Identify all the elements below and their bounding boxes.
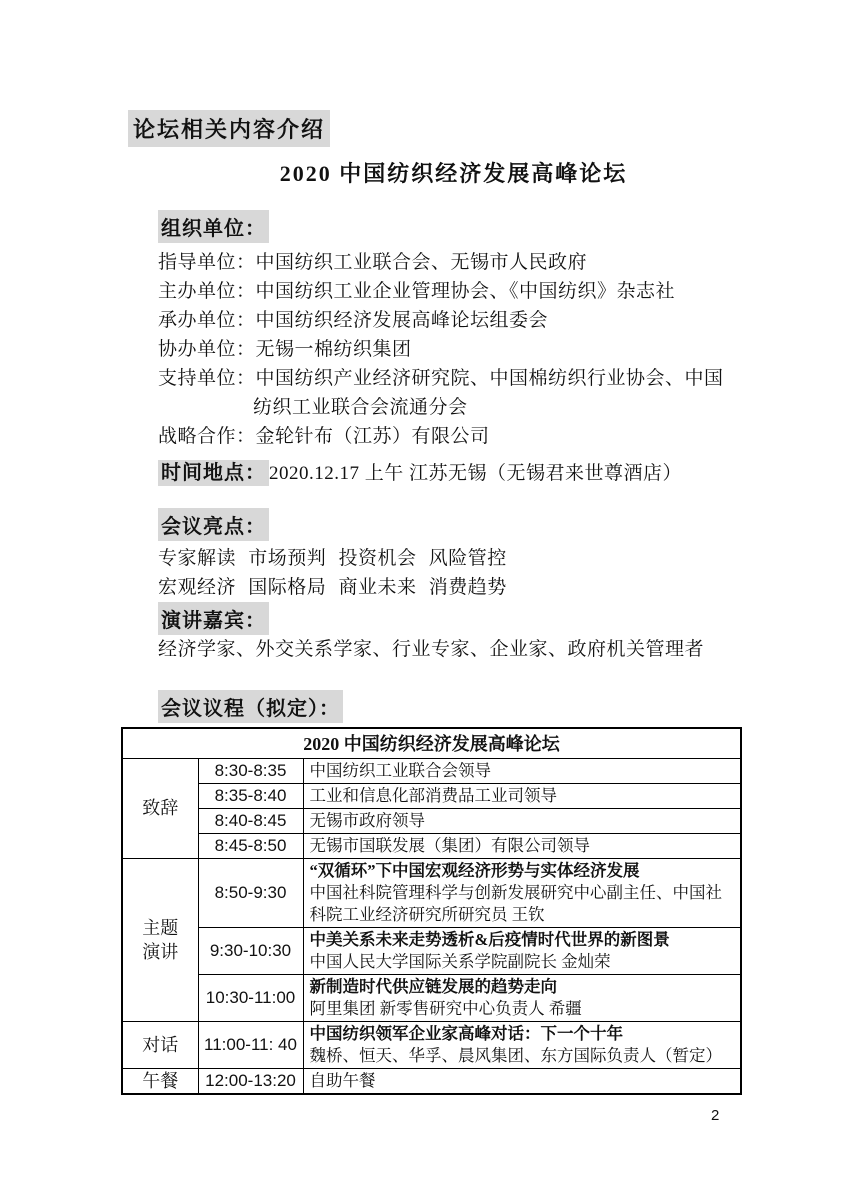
agenda-time-cell: 8:40-8:45 [198, 808, 303, 833]
org-line-organizer [158, 306, 740, 335]
agenda-category-lunch: 午餐 [122, 1068, 198, 1094]
org-line-support [158, 364, 740, 422]
agenda-content-cell [303, 927, 741, 974]
org-value: 无锡一棉纺织集团 [255, 339, 412, 360]
agenda-content-cell [303, 974, 741, 1021]
table-row [122, 808, 741, 833]
organization-heading-label: 组织单位： [158, 210, 269, 243]
agenda-content-cell: 工业和信息化部消费品工业司领导 [303, 783, 741, 808]
agenda-talk-speaker: 中国社科院管理科学与创新发展研究中心副主任、中国社科院工业经济研究所研究员 王钦 [309, 882, 722, 924]
agenda-category-keynote: 主题演讲 [122, 858, 198, 1021]
agenda-talk-title: 新制造时代供应链发展的趋势走向 [309, 976, 557, 996]
highlights-heading-label: 会议亮点： [158, 508, 269, 541]
guests-heading-label: 演讲嘉宾： [158, 602, 269, 635]
agenda-category-dialog: 对话 [122, 1021, 198, 1068]
org-line-co-organizer [158, 335, 740, 364]
agenda-talk-speaker: 阿里集团 新零售研究中心负责人 希疆 [309, 998, 582, 1018]
agenda-content-cell: 无锡市政府领导 [303, 808, 741, 833]
org-label: 承办单位： [158, 310, 256, 331]
table-row [122, 758, 741, 783]
intro-heading: 论坛相关内容介绍 [128, 110, 330, 147]
table-row [122, 1068, 741, 1094]
org-value: 中国纺织工业企业管理协会、《中国纺织》杂志社 [255, 281, 676, 302]
agenda-content-cell: 自助午餐 [303, 1068, 741, 1094]
org-value: 金轮针布（江苏）有限公司 [255, 426, 490, 447]
table-row [122, 1021, 741, 1068]
agenda-table-title-row [122, 728, 741, 758]
agenda-talk-title: 中国纺织领军企业家高峰对话：下一个十年 [309, 1023, 623, 1043]
org-label: 战略合作： [158, 426, 256, 447]
guests-heading [158, 602, 740, 635]
time-location-label: 时间地点： [158, 460, 269, 486]
organization-heading [158, 210, 740, 243]
agenda-talk-speaker: 魏桥、恒天、华孚、晨风集团、东方国际负责人（暂定） [309, 1045, 722, 1065]
agenda-time-cell: 8:35-8:40 [198, 783, 303, 808]
org-value: 中国纺织工业联合会、无锡市人民政府 [255, 252, 588, 273]
org-label: 指导单位： [158, 252, 256, 273]
org-line-strategic [158, 422, 740, 451]
agenda-time-cell: 8:30-8:35 [198, 758, 303, 783]
agenda-talk-title: 中美关系未来走势透析&后疫情时代世界的新图景 [309, 929, 670, 949]
table-row [122, 974, 741, 1021]
time-location-value: 2020.12.17 上午 江苏无锡（无锡君来世尊酒店） [269, 463, 683, 484]
highlights-line-1: 专家解读 市场预判 投资机会 风险管控 [158, 548, 507, 569]
agenda-time-cell: 12:00-13:20 [198, 1068, 303, 1094]
forum-title: 2020 中国纺织经济发展高峰论坛 [279, 161, 628, 186]
agenda-content-cell [303, 1021, 741, 1068]
agenda-time-cell: 9:30-10:30 [198, 927, 303, 974]
agenda-time-cell: 10:30-11:00 [198, 974, 303, 1021]
highlights-heading [158, 508, 740, 541]
page-number: 2 [711, 1107, 720, 1124]
org-line-host [158, 277, 740, 306]
time-location-line [158, 459, 740, 488]
org-label: 协办单位： [158, 339, 256, 360]
table-row [122, 833, 741, 858]
agenda-category-opening: 致辞 [122, 758, 198, 858]
table-row [122, 927, 741, 974]
agenda-table [121, 727, 742, 1095]
org-line-guidance [158, 248, 740, 277]
guests-line: 经济学家、外交关系学家、行业专家、企业家、政府机关管理者 [158, 639, 705, 660]
org-label: 支持单位： [158, 368, 256, 389]
agenda-time-cell: 8:45-8:50 [198, 833, 303, 858]
agenda-content-cell: 中国纺织工业联合会领导 [303, 758, 741, 783]
agenda-heading-label: 会议议程（拟定）： [158, 690, 343, 723]
agenda-talk-speaker: 中国人民大学国际关系学院副院长 金灿荣 [309, 951, 611, 971]
table-row [122, 783, 741, 808]
agenda-table-title: 2020 中国纺织经济发展高峰论坛 [122, 728, 741, 758]
agenda-time-cell: 11:00-11: 40 [198, 1021, 303, 1068]
org-value: 中国纺织产业经济研究院、中国棉纺织行业协会、中国纺织工业联合会流通分会 [253, 368, 724, 418]
agenda-content-cell [303, 858, 741, 927]
org-value: 中国纺织经济发展高峰论坛组委会 [255, 310, 549, 331]
table-row [122, 858, 741, 927]
agenda-talk-title: “双循环”下中国宏观经济形势与实体经济发展 [309, 860, 640, 880]
org-label: 主办单位： [158, 281, 256, 302]
highlights-line-2: 宏观经济 国际格局 商业未来 消费趋势 [158, 577, 507, 598]
agenda-heading [158, 690, 740, 723]
agenda-time-cell: 8:50-9:30 [198, 858, 303, 927]
agenda-content-cell: 无锡市国联发展（集团）有限公司领导 [303, 833, 741, 858]
organization-list [121, 248, 740, 451]
